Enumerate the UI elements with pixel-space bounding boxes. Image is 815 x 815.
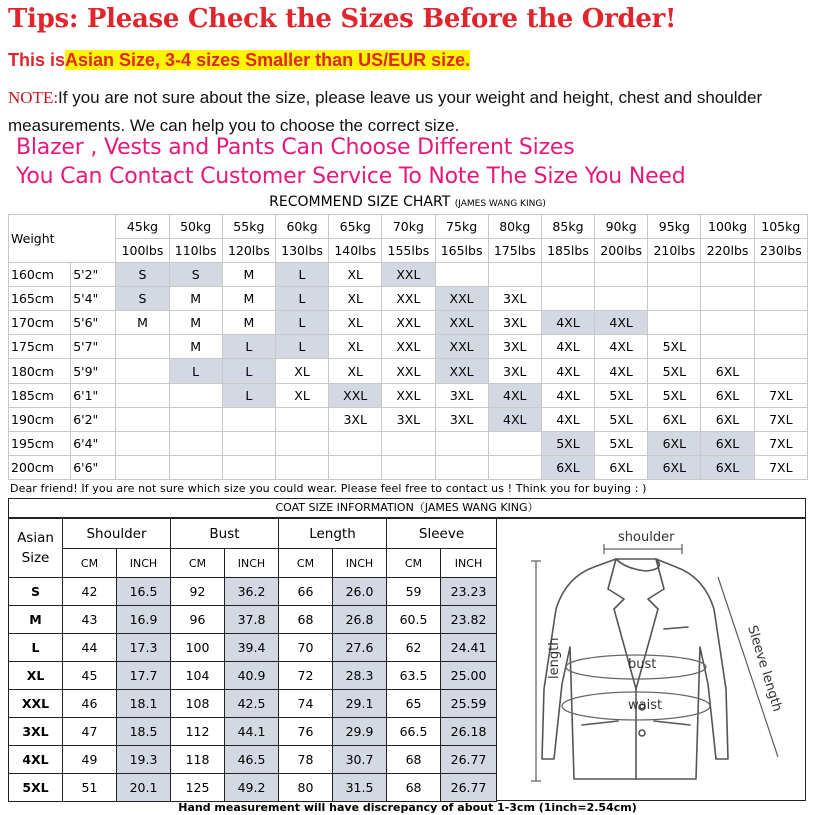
size-cell: L: [222, 335, 275, 359]
size-cell: M: [116, 311, 169, 335]
coat-measure-cell: 112: [171, 718, 225, 746]
size-cell: 3XL: [382, 407, 435, 431]
weight-lbs-row: [9, 239, 808, 263]
coat-measure-cell: 72: [279, 662, 333, 690]
coat-measure-cell: 26.0: [333, 578, 387, 606]
size-cell: 4XL: [541, 383, 594, 407]
coat-measure-cell: 42: [63, 578, 117, 606]
size-cell: S: [116, 287, 169, 311]
size-cell: [116, 431, 169, 455]
size-cell: 4XL: [541, 335, 594, 359]
size-cell: M: [222, 263, 275, 287]
coat-size-row: [9, 578, 497, 606]
coat-measure-cell: 46.5: [225, 746, 279, 774]
size-cell: [116, 383, 169, 407]
coat-measure-cell: 26.77: [441, 746, 497, 774]
size-cell: [595, 263, 648, 287]
coat-measure-cell: 60.5: [387, 606, 441, 634]
size-cell: 6XL: [648, 455, 701, 479]
size-cell: 6XL: [648, 431, 701, 455]
coat-measure-cell: 68: [387, 774, 441, 802]
height-row: [9, 287, 808, 311]
size-cell: L: [275, 287, 328, 311]
bust-label: bust: [628, 657, 657, 672]
size-cell: [222, 431, 275, 455]
coat-measure-cell: 78: [279, 746, 333, 774]
height-row: [9, 407, 808, 431]
size-cell: [222, 407, 275, 431]
height-row: [9, 359, 808, 383]
size-cell: 3XL: [435, 383, 488, 407]
coat-size-row: [9, 718, 497, 746]
height-row: [9, 455, 808, 479]
size-cell: [754, 311, 807, 335]
size-cell: 3XL: [488, 311, 541, 335]
size-cell: 7XL: [754, 383, 807, 407]
height-ft: 5'7": [71, 335, 116, 359]
height-row: [9, 431, 808, 455]
height-ft: 6'1": [71, 383, 116, 407]
size-cell: XL: [329, 359, 382, 383]
weight-lbs: 155lbs: [382, 239, 435, 263]
size-cell: [116, 359, 169, 383]
coat-group-row: [9, 519, 497, 549]
size-cell: 6XL: [701, 407, 754, 431]
coat-measure-cell: 66.5: [387, 718, 441, 746]
size-cell: [169, 431, 222, 455]
size-cell: L: [275, 335, 328, 359]
size-cell: 6XL: [595, 455, 648, 479]
height-cm: 195cm: [9, 431, 71, 455]
size-cell: 3XL: [329, 407, 382, 431]
coat-measure-cell: 100: [171, 634, 225, 662]
choose-sizes-line: Blazer , Vests and Pants Can Choose Different Sizes: [16, 135, 575, 160]
coat-measure-cell: 43: [63, 606, 117, 634]
coat-size-label: M: [9, 606, 63, 634]
coat-measure-cell: 46: [63, 690, 117, 718]
height-row: [9, 383, 808, 407]
size-cell: [435, 263, 488, 287]
recommend-chart-title: [0, 194, 815, 210]
size-cell: [275, 455, 328, 479]
size-cell: [382, 431, 435, 455]
size-cell: [329, 455, 382, 479]
weight-lbs: 110lbs: [169, 239, 222, 263]
coat-measure-cell: 44.1: [225, 718, 279, 746]
size-cell: XL: [329, 263, 382, 287]
size-cell: [329, 431, 382, 455]
coat-measure-cell: 23.82: [441, 606, 497, 634]
size-cell: M: [222, 311, 275, 335]
tips-heading: Tips: Please Check the Sizes Before the Order!: [8, 4, 677, 34]
size-cell: M: [169, 311, 222, 335]
asian-size-highlight: Asian Size, 3-4 sizes Smaller than US/EUR size.: [65, 50, 471, 70]
coat-size-row: [9, 690, 497, 718]
coat-size-label: S: [9, 578, 63, 606]
size-cell: 5XL: [595, 407, 648, 431]
coat-measure-cell: 125: [171, 774, 225, 802]
coat-measure-cell: 36.2: [225, 578, 279, 606]
weight-kg: 80kg: [488, 215, 541, 239]
size-cell: L: [275, 263, 328, 287]
unit-header: CM: [171, 549, 225, 578]
note-label: NOTE:: [8, 88, 59, 107]
unit-header: CM: [279, 549, 333, 578]
size-cell: 6XL: [701, 359, 754, 383]
height-cm: 190cm: [9, 407, 71, 431]
coat-measure-cell: 104: [171, 662, 225, 690]
note-paragraph: [8, 84, 813, 140]
size-cell: [116, 407, 169, 431]
size-cell: [435, 431, 488, 455]
coat-measure-cell: 17.3: [117, 634, 171, 662]
coat-size-row: [9, 746, 497, 774]
size-cell: [435, 455, 488, 479]
size-cell: [701, 263, 754, 287]
weight-kg: 65kg: [329, 215, 382, 239]
coat-measure-cell: 66: [279, 578, 333, 606]
size-cell: [701, 311, 754, 335]
size-cell: 6XL: [541, 455, 594, 479]
weight-kg: 60kg: [275, 215, 328, 239]
size-cell: 5XL: [648, 383, 701, 407]
coat-measure-cell: 45: [63, 662, 117, 690]
size-cell: 4XL: [595, 311, 648, 335]
coat-measure-cell: 18.1: [117, 690, 171, 718]
size-cell: 7XL: [754, 407, 807, 431]
height-cm: 180cm: [9, 359, 71, 383]
size-cell: XXL: [329, 383, 382, 407]
height-row: [9, 263, 808, 287]
length-label: length: [547, 637, 562, 679]
size-cell: [595, 287, 648, 311]
size-cell: 5XL: [648, 359, 701, 383]
size-cell: XXL: [382, 335, 435, 359]
size-cell: XXL: [382, 359, 435, 383]
measure-group-header: Sleeve: [387, 519, 497, 549]
coat-measure-cell: 96: [171, 606, 225, 634]
sleeve-length-label: Sleeve length: [744, 623, 785, 714]
unit-header: INCH: [441, 549, 497, 578]
size-cell: 4XL: [541, 359, 594, 383]
size-label: Size: [21, 550, 50, 566]
size-cell: [116, 455, 169, 479]
coat-unit-row: [9, 549, 497, 578]
coat-size-row: [9, 606, 497, 634]
coat-measure-cell: 20.1: [117, 774, 171, 802]
coat-measure-cell: 80: [279, 774, 333, 802]
weight-kg: 90kg: [595, 215, 648, 239]
coat-measure-cell: 25.00: [441, 662, 497, 690]
weight-kg: 95kg: [648, 215, 701, 239]
height-cm: 175cm: [9, 335, 71, 359]
coat-size-label: XL: [9, 662, 63, 690]
measure-group-header: Bust: [171, 519, 279, 549]
coat-measure-cell: 39.4: [225, 634, 279, 662]
height-cm: 160cm: [9, 263, 71, 287]
weight-lbs: 165lbs: [435, 239, 488, 263]
size-cell: M: [222, 287, 275, 311]
size-cell: S: [169, 263, 222, 287]
weight-lbs: 100lbs: [116, 239, 169, 263]
height-cm: 185cm: [9, 383, 71, 407]
coat-measure-cell: 59: [387, 578, 441, 606]
size-cell: XXL: [435, 359, 488, 383]
size-cell: 4XL: [488, 383, 541, 407]
size-cell: [169, 455, 222, 479]
coat-measure-cell: 23.23: [441, 578, 497, 606]
size-cell: [169, 407, 222, 431]
coat-measure-cell: 76: [279, 718, 333, 746]
weight-lbs: 120lbs: [222, 239, 275, 263]
coat-measure-cell: 47: [63, 718, 117, 746]
coat-measure-cell: 26.8: [333, 606, 387, 634]
unit-header: INCH: [117, 549, 171, 578]
size-cell: 4XL: [541, 311, 594, 335]
height-ft: 5'9": [71, 359, 116, 383]
size-cell: S: [116, 263, 169, 287]
coat-measure-cell: 63.5: [387, 662, 441, 690]
jacket-diagram: [496, 518, 806, 801]
size-cell: [116, 335, 169, 359]
coat-measure-cell: 31.5: [333, 774, 387, 802]
size-cell: 4XL: [595, 359, 648, 383]
coat-measure-cell: 27.6: [333, 634, 387, 662]
size-cell: 5XL: [595, 431, 648, 455]
coat-measure-cell: 26.18: [441, 718, 497, 746]
size-cell: [701, 287, 754, 311]
size-cell: [275, 407, 328, 431]
size-cell: [754, 287, 807, 311]
weight-lbs: 130lbs: [275, 239, 328, 263]
contact-service-line: You Can Contact Customer Service To Note The Size You Need: [16, 164, 686, 189]
weight-lbs: 200lbs: [595, 239, 648, 263]
weight-kg: 50kg: [169, 215, 222, 239]
size-cell: M: [169, 287, 222, 311]
height-ft: 6'6": [71, 455, 116, 479]
size-cell: L: [222, 383, 275, 407]
weight-kg: 55kg: [222, 215, 275, 239]
size-cell: [701, 335, 754, 359]
size-cell: [648, 311, 701, 335]
size-cell: [754, 263, 807, 287]
size-cell: 6XL: [648, 407, 701, 431]
coat-measure-cell: 49: [63, 746, 117, 774]
size-cell: M: [169, 335, 222, 359]
size-cell: 5XL: [648, 335, 701, 359]
weight-kg: 75kg: [435, 215, 488, 239]
weight-lbs: 185lbs: [541, 239, 594, 263]
size-cell: 3XL: [488, 287, 541, 311]
size-cell: XL: [275, 359, 328, 383]
size-cell: [222, 455, 275, 479]
size-cell: XXL: [382, 311, 435, 335]
unit-header: CM: [63, 549, 117, 578]
height-cm: 200cm: [9, 455, 71, 479]
coat-size-row: [9, 662, 497, 690]
size-cell: L: [275, 311, 328, 335]
coat-size-label: 5XL: [9, 774, 63, 802]
size-cell: 4XL: [488, 407, 541, 431]
size-cell: 6XL: [701, 455, 754, 479]
weight-kg: 85kg: [541, 215, 594, 239]
coat-measure-cell: 16.5: [117, 578, 171, 606]
size-cell: [754, 359, 807, 383]
height-ft: 5'6": [71, 311, 116, 335]
unit-header: CM: [387, 549, 441, 578]
note-text: If you are not sure about the size, please leave us your weight and height, chest and shoulder measurements. We can help you to choose the correct size.: [8, 88, 763, 135]
size-cell: XXL: [382, 287, 435, 311]
size-cell: L: [169, 359, 222, 383]
coat-size-table: [8, 518, 497, 802]
coat-size-label: 3XL: [9, 718, 63, 746]
size-cell: [541, 263, 594, 287]
coat-measure-cell: 30.7: [333, 746, 387, 774]
coat-measure-cell: 42.5: [225, 690, 279, 718]
weight-lbs: 220lbs: [701, 239, 754, 263]
coat-measure-cell: 40.9: [225, 662, 279, 690]
coat-measure-cell: 29.1: [333, 690, 387, 718]
asian-label: Asian: [17, 530, 54, 546]
size-cell: [275, 431, 328, 455]
size-cell: 4XL: [595, 335, 648, 359]
size-cell: [541, 287, 594, 311]
size-cell: 3XL: [488, 335, 541, 359]
asian-size-prefix: This is: [8, 50, 66, 70]
size-cell: XXL: [382, 383, 435, 407]
size-cell: 4XL: [541, 407, 594, 431]
coat-size-label: L: [9, 634, 63, 662]
coat-measure-cell: 17.7: [117, 662, 171, 690]
coat-measure-cell: 65: [387, 690, 441, 718]
height-row: [9, 335, 808, 359]
size-cell: XXL: [382, 263, 435, 287]
coat-size-row: [9, 774, 497, 802]
size-cell: [488, 455, 541, 479]
height-cm: 170cm: [9, 311, 71, 335]
size-cell: XXL: [435, 287, 488, 311]
height-ft: 6'2": [71, 407, 116, 431]
measure-group-header: Length: [279, 519, 387, 549]
weight-kg: 45kg: [116, 215, 169, 239]
height-row: [9, 311, 808, 335]
size-cell: XXL: [435, 335, 488, 359]
coat-measure-cell: 18.5: [117, 718, 171, 746]
size-cell: [382, 455, 435, 479]
size-cell: XL: [275, 383, 328, 407]
coat-measure-cell: 68: [387, 746, 441, 774]
size-cell: 7XL: [754, 455, 807, 479]
size-cell: [754, 335, 807, 359]
coat-measure-cell: 108: [171, 690, 225, 718]
coat-measure-cell: 49.2: [225, 774, 279, 802]
coat-measure-cell: 26.77: [441, 774, 497, 802]
shoulder-label: shoulder: [618, 530, 675, 545]
unit-header: INCH: [225, 549, 279, 578]
coat-measure-cell: 25.59: [441, 690, 497, 718]
size-cell: [648, 263, 701, 287]
size-cell: 3XL: [435, 407, 488, 431]
coat-measure-cell: 92: [171, 578, 225, 606]
coat-measure-cell: 28.3: [333, 662, 387, 690]
coat-measure-cell: 24.41: [441, 634, 497, 662]
height-cm: 165cm: [9, 287, 71, 311]
coat-measure-cell: 74: [279, 690, 333, 718]
size-cell: [488, 263, 541, 287]
weight-lbs: 140lbs: [329, 239, 382, 263]
recommend-title-text: RECOMMEND SIZE CHART: [269, 194, 451, 210]
size-cell: L: [222, 359, 275, 383]
coat-measure-cell: 68: [279, 606, 333, 634]
coat-size-label: XXL: [9, 690, 63, 718]
weight-lbs: 175lbs: [488, 239, 541, 263]
waist-label: waist: [628, 698, 663, 713]
size-cell: 3XL: [488, 359, 541, 383]
weight-header: Weight: [9, 215, 116, 263]
weight-kg: 105kg: [754, 215, 807, 239]
coat-measure-cell: 19.3: [117, 746, 171, 774]
asian-size-header: [9, 519, 63, 578]
size-cell: XXL: [435, 311, 488, 335]
coat-size-row: [9, 634, 497, 662]
size-cell: XL: [329, 287, 382, 311]
recommend-title-brand: (JAMES WANG KING): [454, 199, 546, 209]
height-ft: 5'4": [71, 287, 116, 311]
weight-kg-row: [9, 215, 808, 239]
coat-measure-cell: 29.9: [333, 718, 387, 746]
height-ft: 5'2": [71, 263, 116, 287]
coat-measure-cell: 62: [387, 634, 441, 662]
asian-size-notice: [8, 50, 470, 71]
coat-measure-cell: 37.8: [225, 606, 279, 634]
measure-group-header: Shoulder: [63, 519, 171, 549]
coat-measure-cell: 44: [63, 634, 117, 662]
weight-lbs: 230lbs: [754, 239, 807, 263]
size-cell: XL: [329, 311, 382, 335]
coat-size-title: COAT SIZE INFORMATION（JAMES WANG KING）: [8, 498, 806, 518]
contact-footnote: Dear friend! If you are not sure which size you could wear. Please feel free to contact us ! Think you for buying : ): [10, 482, 647, 495]
size-cell: 5XL: [595, 383, 648, 407]
weight-lbs: 210lbs: [648, 239, 701, 263]
size-cell: [488, 431, 541, 455]
size-cell: XL: [329, 335, 382, 359]
size-cell: 6XL: [701, 383, 754, 407]
recommend-size-table: [8, 214, 808, 480]
size-cell: [169, 383, 222, 407]
size-cell: 7XL: [754, 431, 807, 455]
coat-measure-cell: 70: [279, 634, 333, 662]
coat-measure-cell: 118: [171, 746, 225, 774]
coat-measure-cell: 51: [63, 774, 117, 802]
weight-kg: 70kg: [382, 215, 435, 239]
coat-size-label: 4XL: [9, 746, 63, 774]
size-cell: 6XL: [701, 431, 754, 455]
measurement-note: Hand measurement will have discrepancy of about 1-3cm (1inch=2.54cm): [178, 801, 637, 814]
coat-measure-cell: 16.9: [117, 606, 171, 634]
height-ft: 6'4": [71, 431, 116, 455]
jacket-illustration: [496, 519, 805, 800]
size-cell: 5XL: [541, 431, 594, 455]
weight-kg: 100kg: [701, 215, 754, 239]
size-cell: [648, 287, 701, 311]
unit-header: INCH: [333, 549, 387, 578]
